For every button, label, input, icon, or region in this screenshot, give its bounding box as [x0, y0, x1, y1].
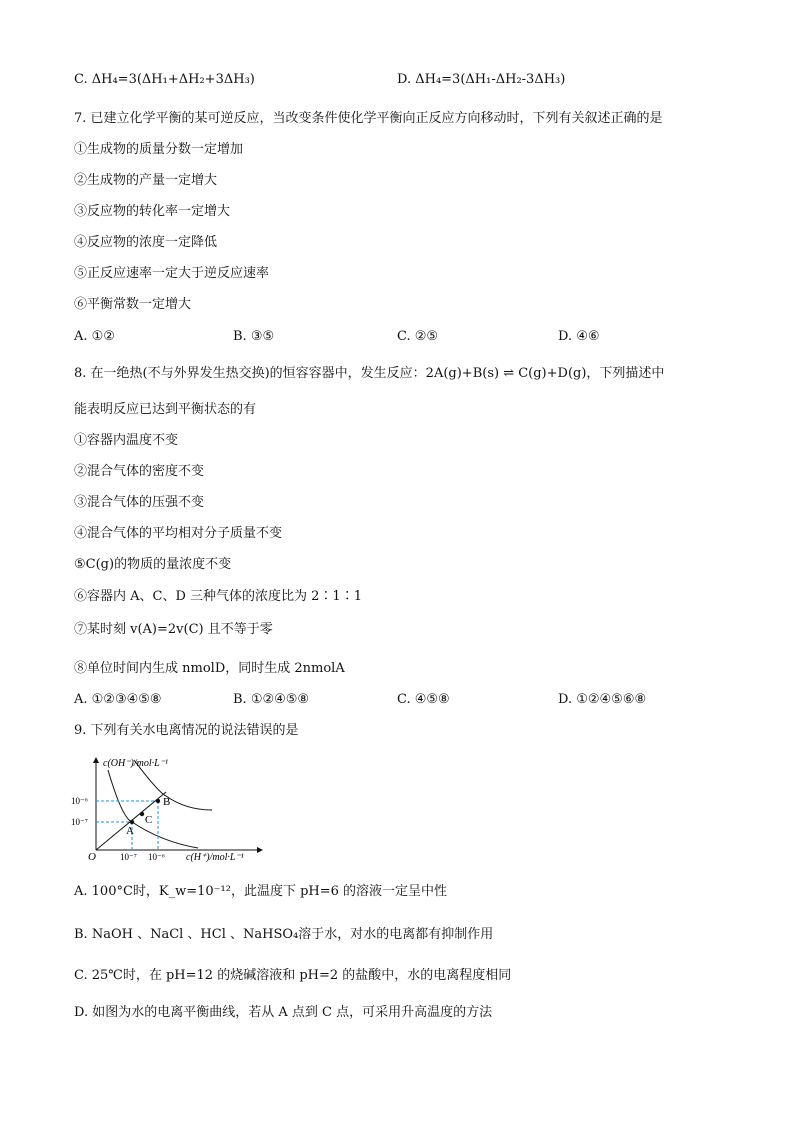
q7-statement-1: ①生成物的质量分数一定增加	[74, 142, 244, 157]
q7-option-d: D. ④⑥	[558, 329, 600, 344]
q8-statement-4: ④混合气体的平均相对分子质量不变	[74, 526, 283, 541]
q6-option-c: C. ΔH₄=3(ΔH₁+ΔH₂+3ΔH₃)	[74, 72, 255, 87]
q8-statement-1: ①容器内温度不变	[74, 433, 179, 448]
q9-option-a: A. 100°C时，K_w=10⁻¹²，此温度下 pH=6 的溶液一定呈中性	[74, 884, 448, 899]
origin-label: O	[88, 851, 96, 863]
point-a-label: A	[126, 825, 134, 837]
q7-option-a: A. ①②	[74, 329, 115, 344]
x-tick-1: 10⁻⁷	[120, 852, 137, 862]
q8-statement-6: ⑥容器内 A、C、D 三种气体的浓度比为 2∶1∶1	[74, 589, 362, 604]
q8-option-c: C. ④⑤⑧	[397, 692, 450, 707]
q8-option-b: B. ①②④⑤⑧	[233, 692, 310, 707]
q8-option-a: A. ①②③④⑤⑧	[74, 692, 162, 707]
q7-statement-6: ⑥平衡常数一定增大	[74, 297, 192, 312]
q8-statement-8: ⑧单位时间内生成 nmolD，同时生成 2nmolA	[74, 661, 345, 676]
q8-statement-7: ⑦某时刻 v(A)=2v(C) 且不等于零	[74, 622, 273, 637]
point-a	[130, 820, 134, 824]
q8-statement-5: ⑤C(g)的物质的量浓度不变	[74, 557, 232, 572]
q7-statement-3: ③反应物的转化率一定增大	[74, 204, 231, 219]
q8-statement-2: ②混合气体的密度不变	[74, 464, 205, 479]
q7-stem: 7. 已建立化学平衡的某可逆反应，当改变条件使化学平衡向正反应方向移动时，下列有关叙述正确的是	[74, 111, 663, 126]
y-tick-1: 10⁻⁶	[71, 796, 88, 806]
x-axis-label: c(H⁺)/mol·L⁻¹	[186, 852, 244, 863]
q8-statement-3: ③混合气体的压强不变	[74, 495, 205, 510]
q9-option-c: C. 25℃时，在 pH=12 的烧碱溶液和 pH=2 的盐酸中，水的电离程度相同	[74, 968, 512, 983]
q7-option-c: C. ②⑤	[397, 329, 439, 344]
y-axis-label: c(OH⁻)/mol·L⁻¹	[103, 758, 168, 769]
point-b	[156, 799, 160, 803]
q9-stem: 9. 下列有关水电离情况的说法错误的是	[74, 723, 299, 738]
q8-stem-line2: 能表明反应已达到平衡状态的有	[74, 402, 257, 417]
y-tick-2: 10⁻⁷	[71, 817, 88, 827]
point-b-label: B	[163, 796, 171, 808]
q9-option-b: B. NaOH 、NaCl 、HCl 、NaHSO₄溶于水，对水的电离都有抑制作用	[74, 927, 494, 942]
q7-statement-2: ②生成物的产量一定增大	[74, 173, 218, 188]
q8-option-d: D. ①②④⑤⑥⑧	[558, 692, 647, 707]
x-tick-2: 10⁻⁶	[148, 852, 165, 862]
q9-option-d: D. 如图为水的电离平衡曲线，若从 A 点到 C 点，可采用升高温度的方法	[74, 1005, 493, 1020]
point-c-label: C	[145, 814, 153, 826]
point-c	[140, 812, 144, 816]
q7-statement-4: ④反应物的浓度一定降低	[74, 235, 218, 250]
q6-option-d: D. ΔH₄=3(ΔH₁-ΔH₂-3ΔH₃)	[397, 72, 566, 87]
lower-curve	[108, 770, 198, 848]
q7-option-b: B. ③⑤	[233, 329, 275, 344]
water-ionization-graph	[70, 752, 270, 867]
q7-statement-5: ⑤正反应速率一定大于逆反应速率	[74, 266, 270, 281]
q8-stem-line1: 8. 在一绝热(不与外界发生热交换)的恒容容器中，发生反应：2A(g)+B(s) ⇌ C(g)+D(g)，下列描述中	[74, 366, 665, 381]
